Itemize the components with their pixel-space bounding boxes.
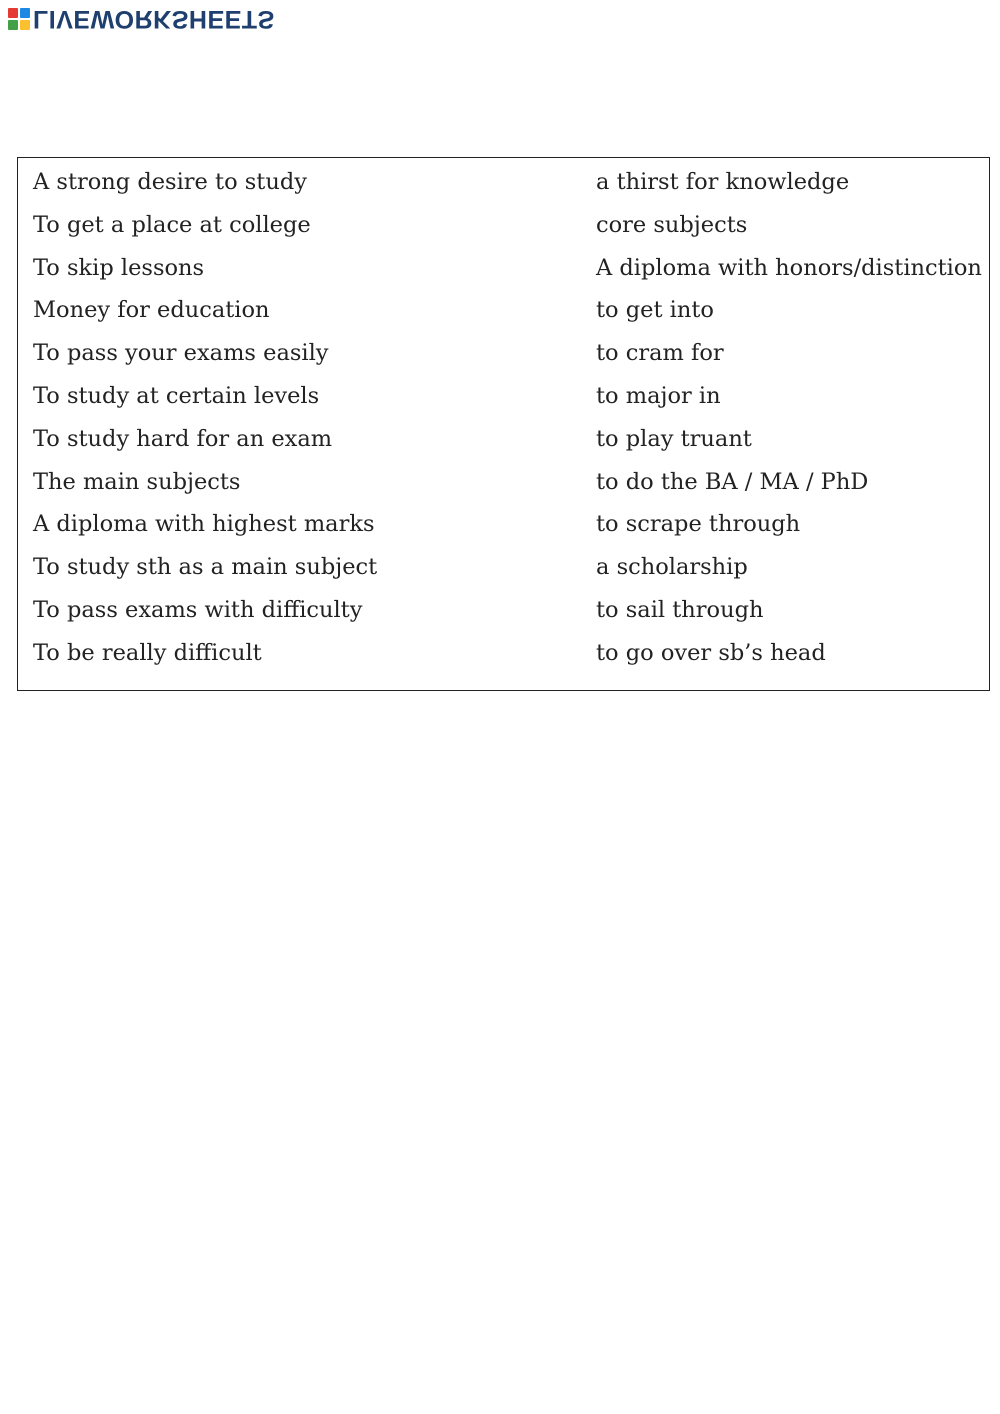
expression-item: A diploma with honors/distinction	[596, 254, 982, 281]
expression-item: to cram for	[596, 340, 724, 367]
definition-item: To study at certain levels	[33, 382, 320, 409]
expression-item: core subjects	[596, 211, 748, 238]
expression-item: to go over sb’s head	[596, 639, 826, 666]
logo-block-1	[8, 8, 18, 18]
logo-block-3	[8, 20, 18, 30]
expression-item: to scrape through	[596, 511, 801, 538]
definition-item: To pass exams with difficulty	[33, 596, 363, 623]
definition-item: To study sth as a main subject	[33, 554, 378, 581]
expressions-column	[596, 166, 982, 680]
expression-item: to do the BA / MA / PhD	[596, 468, 869, 495]
expression-item: to get into	[596, 297, 714, 324]
definition-item: The main subjects	[33, 468, 241, 495]
expression-item: to major in	[596, 382, 721, 409]
expression-item: a thirst for knowledge	[596, 169, 850, 195]
column-divider	[587, 158, 589, 690]
logo-wordmark: LIVEWORKSHEETS	[33, 5, 275, 33]
definition-item: Money for education	[33, 297, 270, 324]
definition-item: To skip lessons	[33, 254, 205, 281]
definition-item: To get a place at college	[33, 211, 311, 238]
definitions-column	[33, 166, 377, 680]
definition-item: To study hard for an exam	[33, 425, 333, 452]
logo-block-4	[20, 20, 30, 30]
expression-item: a scholarship	[596, 554, 748, 581]
expression-item: to play truant	[596, 425, 752, 452]
logo-blocks-icon	[8, 8, 30, 30]
definition-item: A strong desire to study	[33, 169, 307, 195]
liveworksheets-logo	[8, 6, 275, 32]
expression-item: to sail through	[596, 596, 764, 623]
vocabulary-table	[17, 157, 990, 691]
logo-block-2	[20, 8, 30, 18]
definition-item: To be really difficult	[33, 639, 262, 666]
definition-item: To pass your exams easily	[33, 340, 329, 367]
definition-item: A diploma with highest marks	[33, 511, 375, 538]
